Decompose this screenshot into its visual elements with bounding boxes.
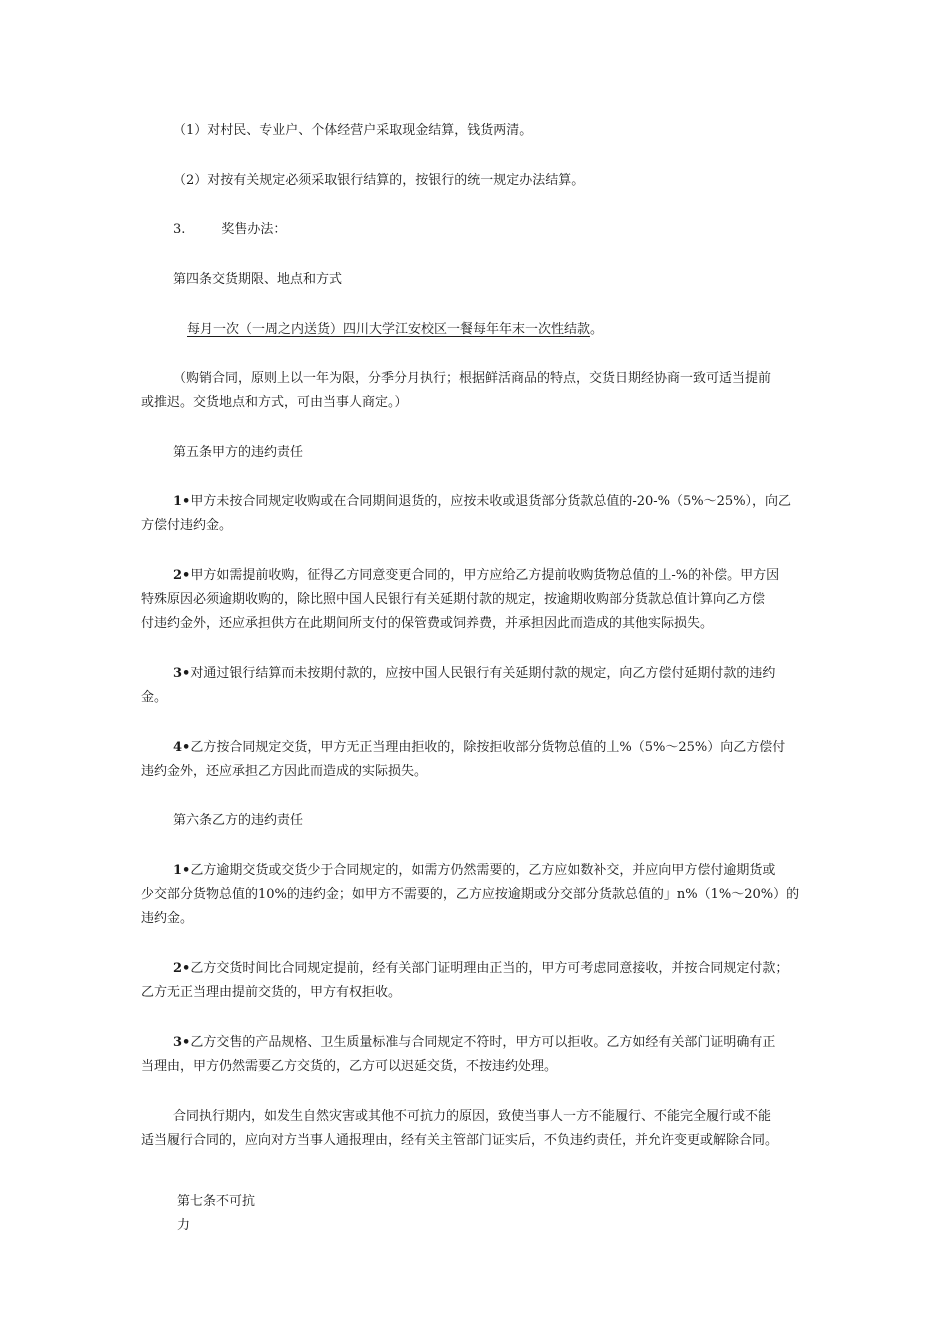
article-5-clause-4-line-2: 违约金外，还应承担乙方因此而造成的实际损失。 (141, 764, 428, 779)
article-5-clause-2-line-3: 付违约金外，还应承担供方在此期间所支付的保管费或饲养费，并承担因此而造成的其他实际损失。 (141, 616, 714, 631)
settlement-item-2: （2）对按有关规定必须采取银行结算的，按银行的统一规定办法结算。 (173, 173, 585, 188)
clause-number: 4• (173, 740, 191, 755)
article-6-clause-3-line-1 (173, 1031, 775, 1055)
clause-text: 乙方按合同规定交货，甲方无正当理由拒收的，除按拒收部分货物总值的丄%（5%～25%）向乙方偿付 (190, 740, 786, 755)
article-6-clause-1-line-3: 违约金。 (141, 911, 194, 926)
force-majeure-line-1: 合同执行期内，如发生自然灾害或其他不可抗力的原因，致使当事人一方不能履行、不能完全履行或不能 (173, 1109, 772, 1124)
settlement-item-1: （1）对村民、专业户、个体经营户采取现金结算，钱货两清。 (173, 123, 533, 138)
clause-text: 乙方逾期交货或交货少于合同规定的，如需方仍然需要的，乙方应如数补交，并应向甲方偿付逾期货或 (190, 863, 776, 878)
clause-number: 1• (173, 863, 191, 878)
clause-number: 2• (173, 961, 191, 976)
clause-text: 对通过银行结算而未按期付款的，应按中国人民银行有关延期付款的规定，向乙方偿付延期付款的违约 (190, 666, 776, 681)
article-5-heading: 第五条甲方的违约责任 (173, 445, 304, 460)
article-5-clause-1-line-2: 方偿付违约金。 (141, 518, 233, 533)
article-4-filled-field (187, 318, 603, 342)
clause-number: 1• (173, 494, 191, 509)
force-majeure-line-2: 适当履行合同的，应向对方当事人通报理由，经有关主管部门证实后，不负违约责任，并允许变更或解除合同。 (141, 1133, 779, 1148)
article-5-clause-3-line-1 (173, 662, 775, 686)
article-7-heading-line-1: 第七条不可抗 (177, 1194, 256, 1209)
article-7-heading-line-2: 力 (177, 1218, 191, 1233)
clause-text: 甲方未按合同规定收购或在合同期间退货的，应按未收或退货部分货款总值的-20-%（5%～25%），向乙 (190, 494, 792, 509)
item-text: 奖售办法： (221, 222, 287, 237)
article-4-note-line-2: 或推迟。交货地点和方式，可由当事人商定。） (141, 395, 408, 410)
article-5-clause-1-line-1 (173, 490, 791, 514)
settlement-item-3 (173, 218, 286, 242)
clause-text: 甲方如需提前收购，征得乙方同意变更合同的，甲方应给乙方提前收购货物总值的丄-%的补偿。甲方因 (190, 568, 780, 583)
clause-number: 3• (173, 1035, 191, 1050)
filled-end-mark: 。 (590, 322, 604, 337)
article-6-clause-2-line-1 (173, 957, 788, 981)
article-5-clause-4-line-1 (173, 736, 785, 760)
clause-number: 2• (173, 568, 191, 583)
article-4-note-line-1: （购销合同，原则上以一年为限，分季分月执行；根据鲜活商品的特点，交货日期经协商一致可适当提前 (173, 371, 772, 386)
article-6-heading: 第六条乙方的违约责任 (173, 813, 304, 828)
article-6-clause-1-line-2: 少交部分货物总值的10%的违约金；如甲方不需要的，乙方应按逾期或分交部分货款总值的」n%（1%～20%）的 (141, 887, 800, 902)
clause-text: 乙方交售的产品规格、卫生质量标准与合同规定不符时，甲方可以拒收。乙方如经有关部门证明确有正 (190, 1035, 776, 1050)
article-6-clause-1-line-1 (173, 859, 775, 883)
clause-number: 3• (173, 666, 191, 681)
article-6-clause-3-line-2: 当理由，甲方仍然需要乙方交货的，乙方可以迟延交货，不按违约处理。 (141, 1059, 558, 1074)
article-4-heading: 第四条交货期限、地点和方式 (173, 272, 343, 287)
article-6-clause-2-line-2: 乙方无正当理由提前交货的，甲方有权拒收。 (141, 985, 402, 1000)
article-5-clause-3-line-2: 金。 (141, 690, 168, 705)
filled-delivery-terms: 每月一次（一周之内送货）四川大学江安校区一餐每年年末一次性结款 (187, 322, 591, 337)
article-5-clause-2-line-1 (173, 564, 779, 588)
item-number: 3. (173, 222, 186, 237)
clause-text: 乙方交货时间比合同规定提前，经有关部门证明理由正当的，甲方可考虑同意接收，并按合同规定付款； (190, 961, 789, 976)
article-5-clause-2-line-2: 特殊原因必须逾期收购的，除比照中国人民银行有关延期付款的规定，按逾期收购部分货款总值计算向乙方偿 (141, 592, 766, 607)
